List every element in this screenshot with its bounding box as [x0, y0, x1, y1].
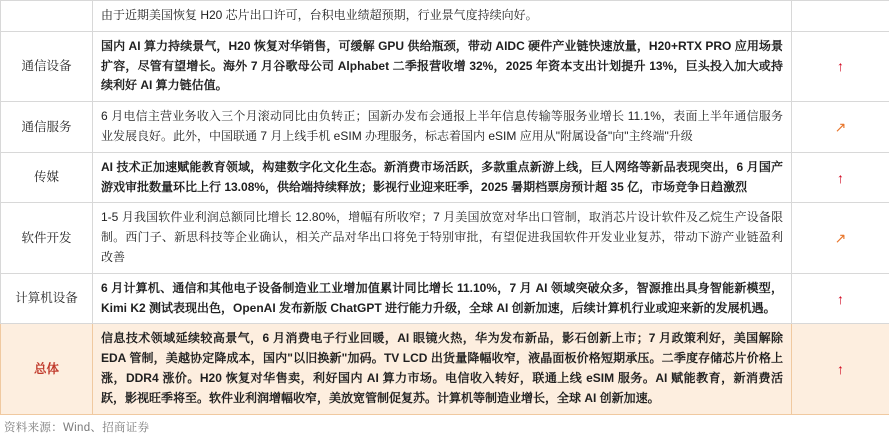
trend-arrow-cell: [792, 152, 889, 203]
trend-arrow-icon: ↑: [837, 290, 844, 307]
row-label: 计算机设备: [1, 273, 93, 324]
table-row: [1, 273, 889, 324]
table-row: [1, 31, 889, 101]
row-label: 通信服务: [1, 102, 93, 153]
trend-arrow-cell: [792, 102, 889, 153]
row-label: [1, 1, 93, 32]
table-row-total: [1, 324, 889, 414]
trend-arrow-cell: [792, 273, 889, 324]
row-content: 信息技术领域延续较高景气，6 月消费电子行业回暖，AI 眼镜火热，华为发布新品，影石创新上市；7 月政策利好，美国解除 EDA 管制，美越协定降成本，国内"以旧换新"加码。TV LCD 出货量降幅收窄，液晶面板价格短期承压。二季度存储芯片价格上涨，DDR4 涨价。H20 恢复对华售卖，利好国内 AI 算力市场。电信收入转好，联通上线 eSIM 服务。AI 赋能教育，新消费活跃，影视旺季将至。软件业利润增幅收窄，美放宽管制促复苏。计算机等制造业增长，全球 AI 创新加速。: [93, 324, 792, 414]
row-label: 传媒: [1, 152, 93, 203]
row-label: 通信设备: [1, 31, 93, 101]
table-row: [1, 1, 889, 32]
table-row: [1, 102, 889, 153]
source-note: 资料来源：Wind、招商证券: [4, 422, 150, 434]
table-row: [1, 152, 889, 203]
row-content: AI 技术正加速赋能教育领域，构建数字化文化生态。新消费市场活跃，多款重点新游上线，巨人网络等新品表现突出，6 月国产游戏审批数量环比上行 13.08%，供给端持续释放；影视行业迎来旺季，2025 暑期档票房预计超 35 亿，市场竞争日趋激烈: [93, 152, 792, 203]
row-content: 国内 AI 算力持续景气，H20 恢复对华销售，可缓解 GPU 供给瓶颈，带动 AIDC 硬件产业链快速放量，H20+RTX PRO 应用场景扩容，尽管有望增长。海外 7 月谷歌母公司 Alphabet 二季报营收增 32%，2025 年资本支出计划提升 13%，巨头投入加大或持续利好 AI 算力链估值。: [93, 31, 792, 101]
trend-arrow-icon: ↑: [837, 169, 844, 186]
trend-arrow-icon: ↗: [834, 230, 847, 247]
trend-arrow-icon: ↑: [837, 58, 844, 75]
trend-arrow-cell: [792, 31, 889, 101]
row-content: 1-5 月我国软件业利润总额同比增长 12.80%，增幅有所收窄；7 月美国放宽对华出口管制，取消芯片设计软件及乙烷生产设备限制。西门子、新思科技等企业确认，相关产品对华出口将免于特别审批，有望促进我国软件开发业业复苏，带动下游产业链盈利改善: [93, 203, 792, 273]
trend-arrow-cell: [792, 324, 889, 414]
trend-arrow-icon: ↗: [834, 118, 847, 135]
row-content: 6 月电信主营业务收入三个月滚动同比由负转正；国新办发布会通报上半年信息传输等服务业增长 11.1%，表面上半年通信服务业发展良好。此外，中国联通 7 月上线手机 eSIM 办理服务，标志着国内 eSIM 应用从"附属设备"向"主终端"升级: [93, 102, 792, 153]
trend-arrow-cell: [792, 203, 889, 273]
table-row: [1, 203, 889, 273]
trend-arrow-cell: [792, 1, 889, 32]
row-label: 软件开发: [1, 203, 93, 273]
trend-arrow-icon: ↑: [837, 360, 844, 377]
table-body: [1, 1, 889, 415]
row-content: 由于近期美国恢复 H20 芯片出口许可，台积电业绩超预期，行业景气度持续向好。: [93, 1, 792, 32]
row-content: 6 月计算机、通信和其他电子设备制造业工业增加值累计同比增长 11.10%，7 月 AI 领域突破众多，智源推出具身智能新模型，Kimi K2 测试表现出色，OpenAI 发布新版 ChatGPT 进行能力升级，全球 AI 创新加速，后续计算机行业或迎来新的发展机遇。: [93, 273, 792, 324]
row-label: 总体: [1, 324, 93, 414]
